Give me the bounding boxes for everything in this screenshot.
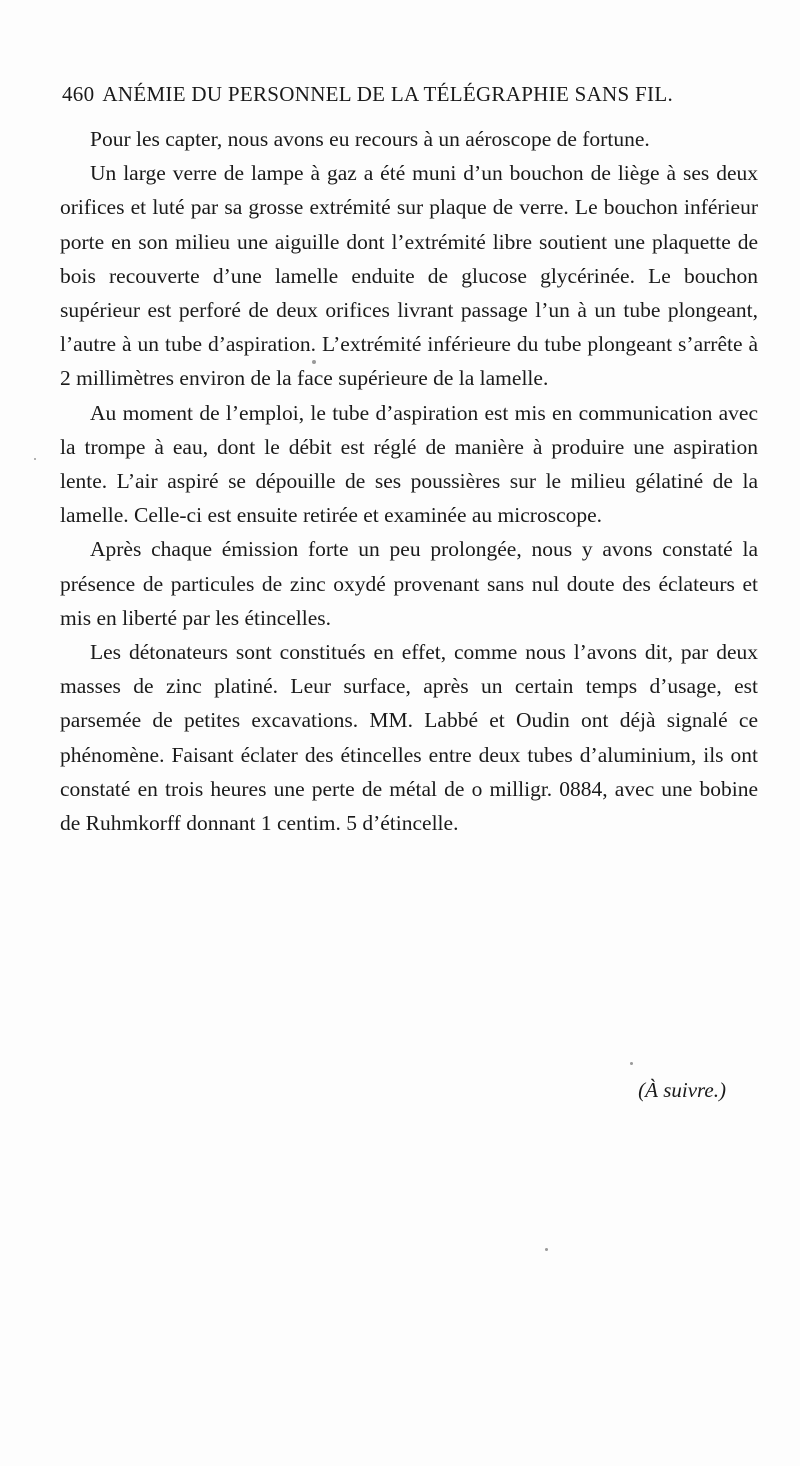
scan-speck bbox=[545, 1248, 548, 1251]
paragraph-detonators: Les détonateurs sont constitués en effet, comme nous l’avons dit, par deux masses de zinc platiné. Leur surface, après un certain temps d’usage, est parsemée de petites excavations. MM. Labbé et Oudin ont déjà signalé ce phénomène. Faisant éclater des étincelles entre deux tubes d’aluminium, ils ont constaté en trois heures une perte de métal de o milligr. 0884, avec une bobine de Ruhmkorff donnant 1 centim. 5 d’étincelle. bbox=[60, 640, 758, 836]
paragraph-zinc-particles: Après chaque émission forte un peu prolongée, nous y avons constaté la présence de particules de zinc oxydé provenant sans nul doute des éclateurs et mis en liberté par les étincelles. bbox=[60, 537, 758, 630]
page-number: 460 bbox=[62, 82, 95, 106]
scan-speck bbox=[312, 360, 316, 364]
paragraph-aeroscope-intro: Pour les capter, nous avons eu recours à un aéroscope de fortune. bbox=[90, 127, 650, 151]
paragraph-aspiration-procedure: Au moment de l’emploi, le tube d’aspiration est mis en communication avec la trompe à eau, dont le débit est réglé de manière à produire une aspiration lente. L’air aspiré se dépouille de ses poussières sur le milieu gélatiné de la lamelle. Celle-ci est ensuite retirée et examinée au microscope. bbox=[60, 400, 758, 528]
running-header bbox=[62, 82, 742, 107]
continuation-note: (À suivre.) bbox=[638, 1078, 726, 1102]
paragraph-apparatus-description: Un large verre de lampe à gaz a été muni d’un bouchon de liège à ses deux orifices et luté par sa grosse extrémité sur plaque de verre. Le bouchon inférieur porte en son milieu une aiguille dont l’extrémité libre soutient une plaquette de bois recouverte d’une lamelle enduite de glucose glycérinée. Le bouchon supérieur est perforé de deux orifices livrant passage l’un à un tube plongeant, l’autre à un tube d’aspiration. L’extrémité inférieure du tube plongeant s’arrête à 2 millimètres environ de la face supérieure de la lamelle. bbox=[60, 161, 758, 391]
scan-speck bbox=[34, 458, 36, 460]
scan-speck bbox=[630, 1062, 633, 1065]
body-text bbox=[60, 122, 758, 840]
running-title: ANÉMIE DU PERSONNEL DE LA TÉLÉGRAPHIE SANS FIL. bbox=[102, 82, 674, 106]
